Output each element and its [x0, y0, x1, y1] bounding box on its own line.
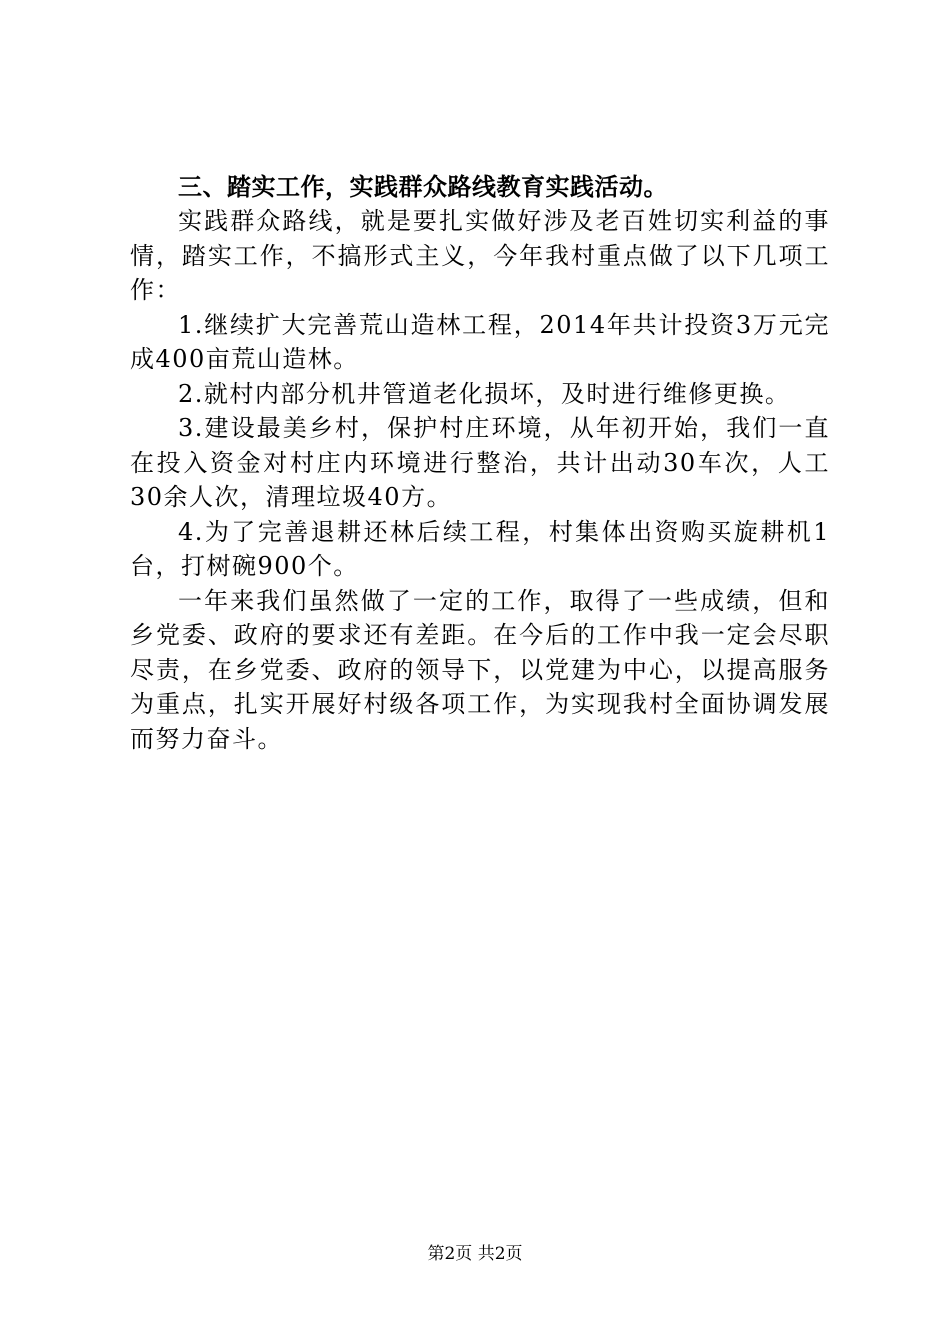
paragraph-item-4: 4.为了完善退耕还林后续工程，村集体出资购买旋耕机1台，打树碗900个。 — [130, 517, 830, 580]
section-heading: 三、踏实工作，实践群众路线教育实践活动。 — [178, 173, 668, 201]
paragraph-item-1: 1.继续扩大完善荒山造林工程，2014年共计投资3万元完成400亩荒山造林。 — [130, 310, 830, 373]
paragraph-item-2: 2.就村内部分机井管道老化损坏，及时进行维修更换。 — [178, 379, 791, 408]
paragraph-intro: 实践群众路线，就是要扎实做好涉及老百姓切实利益的事情，踏实工作，不搞形式主义，今年我村重点做了以下几项工作： — [130, 207, 830, 304]
paragraph-item-3: 3.建设最美乡村，保护村庄环境，从年初开始，我们一直在投入资金对村庄内环境进行整治，共计出动30车次，人工30余人次，清理垃圾40方。 — [130, 414, 830, 511]
page-number-footer: 第2页 共2页 — [427, 1244, 523, 1264]
document-body — [130, 170, 830, 756]
paragraph-conclusion: 一年来我们虽然做了一定的工作，取得了一些成绩，但和乡党委、政府的要求还有差距。在今后的工作中我一定会尽职尽责，在乡党委、政府的领导下，以党建为中心，以提高服务为重点，扎实开展好村级各项工作，为实现我村全面协调发展而努力奋斗。 — [130, 586, 830, 753]
